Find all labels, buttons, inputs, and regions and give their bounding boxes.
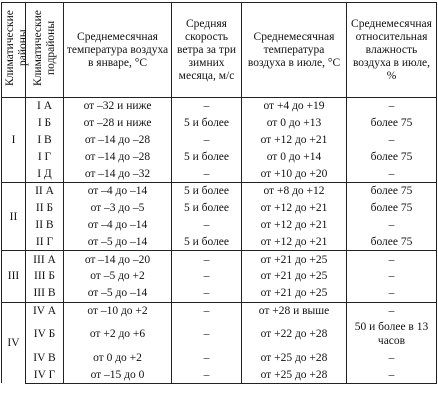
humidity-cell: более 75 bbox=[347, 182, 437, 199]
jul-temp-cell: от +22 до +28 bbox=[242, 319, 347, 349]
subdistrict-cell: II Г bbox=[26, 233, 64, 250]
wind-cell: 5 и более bbox=[172, 200, 242, 217]
table-row bbox=[2, 148, 437, 165]
wind-cell: – bbox=[172, 251, 242, 268]
subdistrict-cell: I Б bbox=[26, 115, 64, 132]
table-row bbox=[2, 132, 437, 149]
jul-temp-cell: от +28 и выше bbox=[242, 302, 347, 319]
header-jan-temp-label: Среднемесячная температура воздуха в январе, °С bbox=[66, 30, 169, 69]
subdistrict-cell: I В bbox=[26, 132, 64, 149]
header-districts bbox=[2, 3, 29, 98]
humidity-cell: – bbox=[347, 165, 437, 182]
jan-temp-cell: от –4 до –14 bbox=[64, 182, 172, 199]
subdistrict-cell: I Д bbox=[26, 165, 64, 182]
humidity-cell: более 75 bbox=[347, 148, 437, 165]
jul-temp-cell: от +12 до +21 bbox=[242, 200, 347, 217]
header-wind-label: Средняя скорость ветра за три зимних месяца, м/с bbox=[177, 17, 236, 82]
table-row bbox=[2, 165, 437, 182]
humidity-cell: – bbox=[347, 349, 437, 366]
jul-temp-cell: от +21 до +25 bbox=[242, 285, 347, 302]
subdistrict-cell: IV Б bbox=[26, 319, 64, 349]
header-subdistricts bbox=[26, 3, 64, 98]
subdistrict-cell: II А bbox=[26, 182, 64, 199]
wind-cell: – bbox=[172, 165, 242, 182]
jan-temp-cell: от –5 до +2 bbox=[64, 268, 172, 285]
jul-temp-cell: от +21 до +25 bbox=[242, 251, 347, 268]
header-subdistricts-label: Климатические подрайоны bbox=[31, 10, 57, 86]
subdistrict-cell: IV В bbox=[26, 349, 64, 366]
header-humidity-label: Среднемесячная относительная влажность воздуха в июле, % bbox=[351, 17, 432, 82]
humidity-cell: – bbox=[347, 132, 437, 149]
jul-temp-cell: от +8 до +12 bbox=[242, 182, 347, 199]
table-row bbox=[2, 349, 437, 366]
table-row bbox=[2, 217, 437, 234]
wind-cell: – bbox=[172, 366, 242, 383]
table-row bbox=[2, 200, 437, 217]
subdistrict-cell: I Г bbox=[26, 148, 64, 165]
humidity-cell: – bbox=[347, 268, 437, 285]
humidity-cell: – bbox=[347, 285, 437, 302]
jan-temp-cell: от –14 до –28 bbox=[64, 148, 172, 165]
table-row bbox=[2, 366, 437, 383]
jan-temp-cell: от –4 до –14 bbox=[64, 217, 172, 234]
wind-cell: 5 и более bbox=[172, 233, 242, 250]
subdistrict-cell: II Б bbox=[26, 200, 64, 217]
jul-temp-cell: от +4 до +19 bbox=[242, 98, 347, 115]
header-humidity bbox=[347, 3, 437, 98]
table-row bbox=[2, 285, 437, 302]
jan-temp-cell: от –14 до –28 bbox=[64, 132, 172, 149]
district-cell: I bbox=[2, 98, 26, 183]
jan-temp-cell: от –14 до –32 bbox=[64, 165, 172, 182]
wind-cell: – bbox=[172, 302, 242, 319]
table-row bbox=[2, 98, 437, 115]
header-districts-label: Климатические районы bbox=[4, 10, 29, 86]
jul-temp-cell: от +21 до +25 bbox=[242, 268, 347, 285]
jul-temp-cell: от 0 до +13 bbox=[242, 115, 347, 132]
header-row bbox=[2, 3, 437, 98]
wind-cell: – bbox=[172, 268, 242, 285]
header-jul-temp-label: Среднемесячная температура воздуха в июле, °С bbox=[247, 30, 341, 69]
subdistrict-cell: III А bbox=[26, 251, 64, 268]
humidity-cell: – bbox=[347, 366, 437, 383]
table-body bbox=[2, 98, 437, 384]
subdistrict-cell: IV А bbox=[26, 302, 64, 319]
wind-cell: – bbox=[172, 319, 242, 349]
district-cell: II bbox=[2, 182, 26, 250]
table-row bbox=[2, 233, 437, 250]
wind-cell: 5 и более bbox=[172, 115, 242, 132]
district-cell: III bbox=[2, 251, 26, 302]
humidity-cell: – bbox=[347, 251, 437, 268]
wind-cell: – bbox=[172, 217, 242, 234]
jul-temp-cell: от +12 до +21 bbox=[242, 233, 347, 250]
humidity-cell: более 75 bbox=[347, 233, 437, 250]
wind-cell: – bbox=[172, 98, 242, 115]
wind-cell: 5 и более bbox=[172, 148, 242, 165]
wind-cell: – bbox=[172, 349, 242, 366]
jan-temp-cell: от +2 до +6 bbox=[64, 319, 172, 349]
jan-temp-cell: от –15 до 0 bbox=[64, 366, 172, 383]
jan-temp-cell: от –14 до –20 bbox=[64, 251, 172, 268]
jul-temp-cell: от +12 до +21 bbox=[242, 217, 347, 234]
humidity-cell: более 75 bbox=[347, 200, 437, 217]
header-jan-temp bbox=[64, 3, 172, 98]
humidity-cell: – bbox=[347, 98, 437, 115]
wind-cell: 5 и более bbox=[172, 182, 242, 199]
humidity-cell: 50 и более в 13 часов bbox=[347, 319, 437, 349]
wind-cell: – bbox=[172, 132, 242, 149]
humidity-cell: – bbox=[347, 217, 437, 234]
jan-temp-cell: от –5 до –14 bbox=[64, 285, 172, 302]
jul-temp-cell: от +10 до +20 bbox=[242, 165, 347, 182]
jul-temp-cell: от +25 до +28 bbox=[242, 366, 347, 383]
table-row bbox=[2, 268, 437, 285]
subdistrict-cell: II В bbox=[26, 217, 64, 234]
table-row bbox=[2, 319, 437, 349]
header-wind bbox=[172, 3, 242, 98]
district-cell: IV bbox=[2, 302, 26, 383]
table-row bbox=[2, 251, 437, 268]
header-jul-temp bbox=[242, 3, 347, 98]
humidity-cell: более 75 bbox=[347, 115, 437, 132]
jan-temp-cell: от –32 и ниже bbox=[64, 98, 172, 115]
jan-temp-cell: от –3 до –5 bbox=[64, 200, 172, 217]
subdistrict-cell: I А bbox=[26, 98, 64, 115]
jan-temp-cell: от 0 до +2 bbox=[64, 349, 172, 366]
jan-temp-cell: от –10 до +2 bbox=[64, 302, 172, 319]
table-row bbox=[2, 115, 437, 132]
jan-temp-cell: от –5 до –14 bbox=[64, 233, 172, 250]
jul-temp-cell: от 0 до +14 bbox=[242, 148, 347, 165]
table-row bbox=[2, 302, 437, 319]
subdistrict-cell: III Б bbox=[26, 268, 64, 285]
jul-temp-cell: от +12 до +21 bbox=[242, 132, 347, 149]
subdistrict-cell: IV Г bbox=[26, 366, 64, 383]
subdistrict-cell: III В bbox=[26, 285, 64, 302]
table-row bbox=[2, 182, 437, 199]
wind-cell: – bbox=[172, 285, 242, 302]
humidity-cell: – bbox=[347, 302, 437, 319]
climate-table bbox=[1, 2, 437, 384]
jul-temp-cell: от +25 до +28 bbox=[242, 349, 347, 366]
jan-temp-cell: от –28 и ниже bbox=[64, 115, 172, 132]
